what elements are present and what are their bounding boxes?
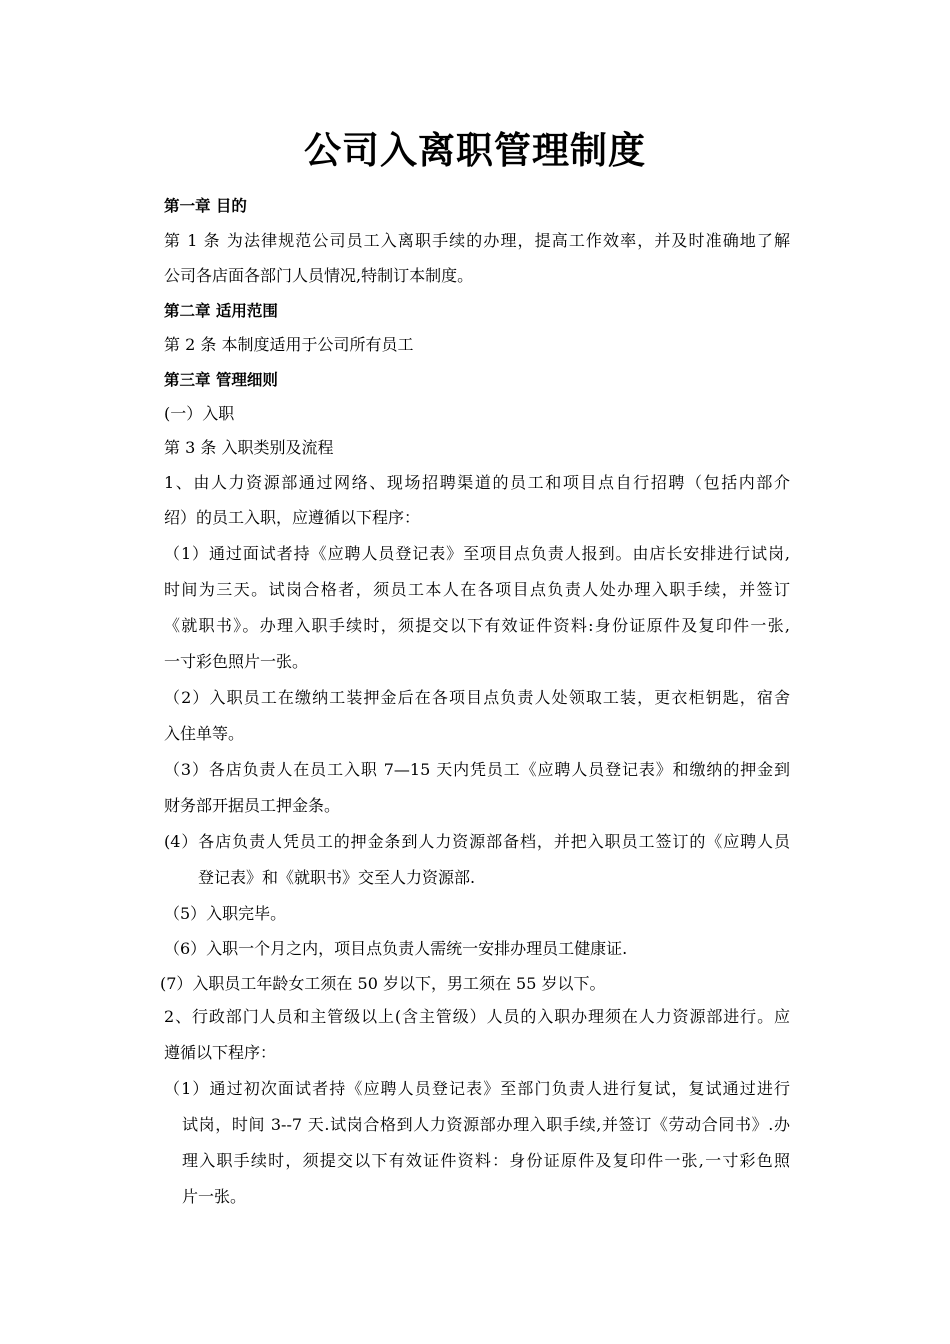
paragraph-line: 登记表》和《就职书》交至人力资源部. [198, 868, 476, 887]
paragraph-line: （5）入职完毕。 [164, 904, 287, 923]
paragraph-line: （3）各店负责人在员工入职 7—15 天内凭员工《应聘人员登记表》和缴纳的押金到 [164, 760, 790, 779]
paragraph-line: 2、行政部门人员和主管级以上(含主管级）人员的入职办理须在人力资源部进行。应 [164, 1007, 790, 1026]
paragraph-line: 遵循以下程序： [164, 1043, 277, 1062]
chapter-heading: 第一章 目的 [164, 197, 247, 215]
chapter-heading: 第三章 管理细则 [164, 371, 278, 389]
chapter-heading: 第二章 适用范围 [164, 302, 278, 320]
paragraph-line: (7）入职员工年龄女工须在 50 岁以下，男工须在 55 岁以下。 [160, 974, 606, 993]
paragraph-line: (4）各店负责人凭员工的押金条到人力资源部备档，并把入职员工签订的《应聘人员 [164, 832, 790, 851]
paragraph-line: 绍）的员工入职，应遵循以下程序： [164, 508, 421, 527]
paragraph-line: 第 3 条 入职类别及流程 [164, 438, 334, 457]
paragraph-line: 公司各店面各部门人员情况,特制订本制度。 [164, 266, 474, 285]
paragraph-line: 第 1 条 为法律规范公司员工入离职手续的办理，提高工作效率，并及时准确地了解 [164, 231, 790, 250]
document-title: 公司入离职管理制度 [304, 128, 646, 172]
paragraph-line: （2）入职员工在缴纳工装押金后在各项目点负责人处领取工装，更衣柜钥匙，宿舍 [164, 688, 790, 707]
paragraph-line: 入住单等。 [164, 724, 245, 743]
paragraph-line: 理入职手续时，须提交以下有效证件资料：身份证原件及复印件一张,一寸彩色照 [182, 1151, 790, 1170]
paragraph-line: 财务部开据员工押金条。 [164, 796, 341, 815]
paragraph-line: 《就职书》。办理入职手续时，须提交以下有效证件资料:身份证原件及复印件一张, [164, 616, 790, 635]
paragraph-line: 一寸彩色照片一张。 [164, 652, 309, 671]
paragraph-line: 时间为三天。试岗合格者，须员工本人在各项目点负责人处办理入职手续，并签订 [164, 580, 790, 599]
paragraph-line: 片一张。 [182, 1187, 247, 1206]
paragraph-line: 1、由人力资源部通过网络、现场招聘渠道的员工和项目点自行招聘（包括内部介 [164, 473, 790, 492]
paragraph-line: （6）入职一个月之内，项目点负责人需统一安排办理员工健康证. [164, 939, 628, 958]
paragraph-line: （1）通过初次面试者持《应聘人员登记表》至部门负责人进行复试，复试通过进行 [164, 1079, 790, 1098]
section-heading: (一）入职 [164, 404, 235, 423]
paragraph-line: 第 2 条 本制度适用于公司所有员工 [164, 335, 414, 354]
paragraph-line: 试岗，时间 3--7 天.试岗合格到人力资源部办理入职手续,并签订《劳动合同书》.办 [182, 1115, 790, 1134]
paragraph-line: （1）通过面试者持《应聘人员登记表》至项目点负责人报到。由店长安排进行试岗, [164, 544, 790, 563]
